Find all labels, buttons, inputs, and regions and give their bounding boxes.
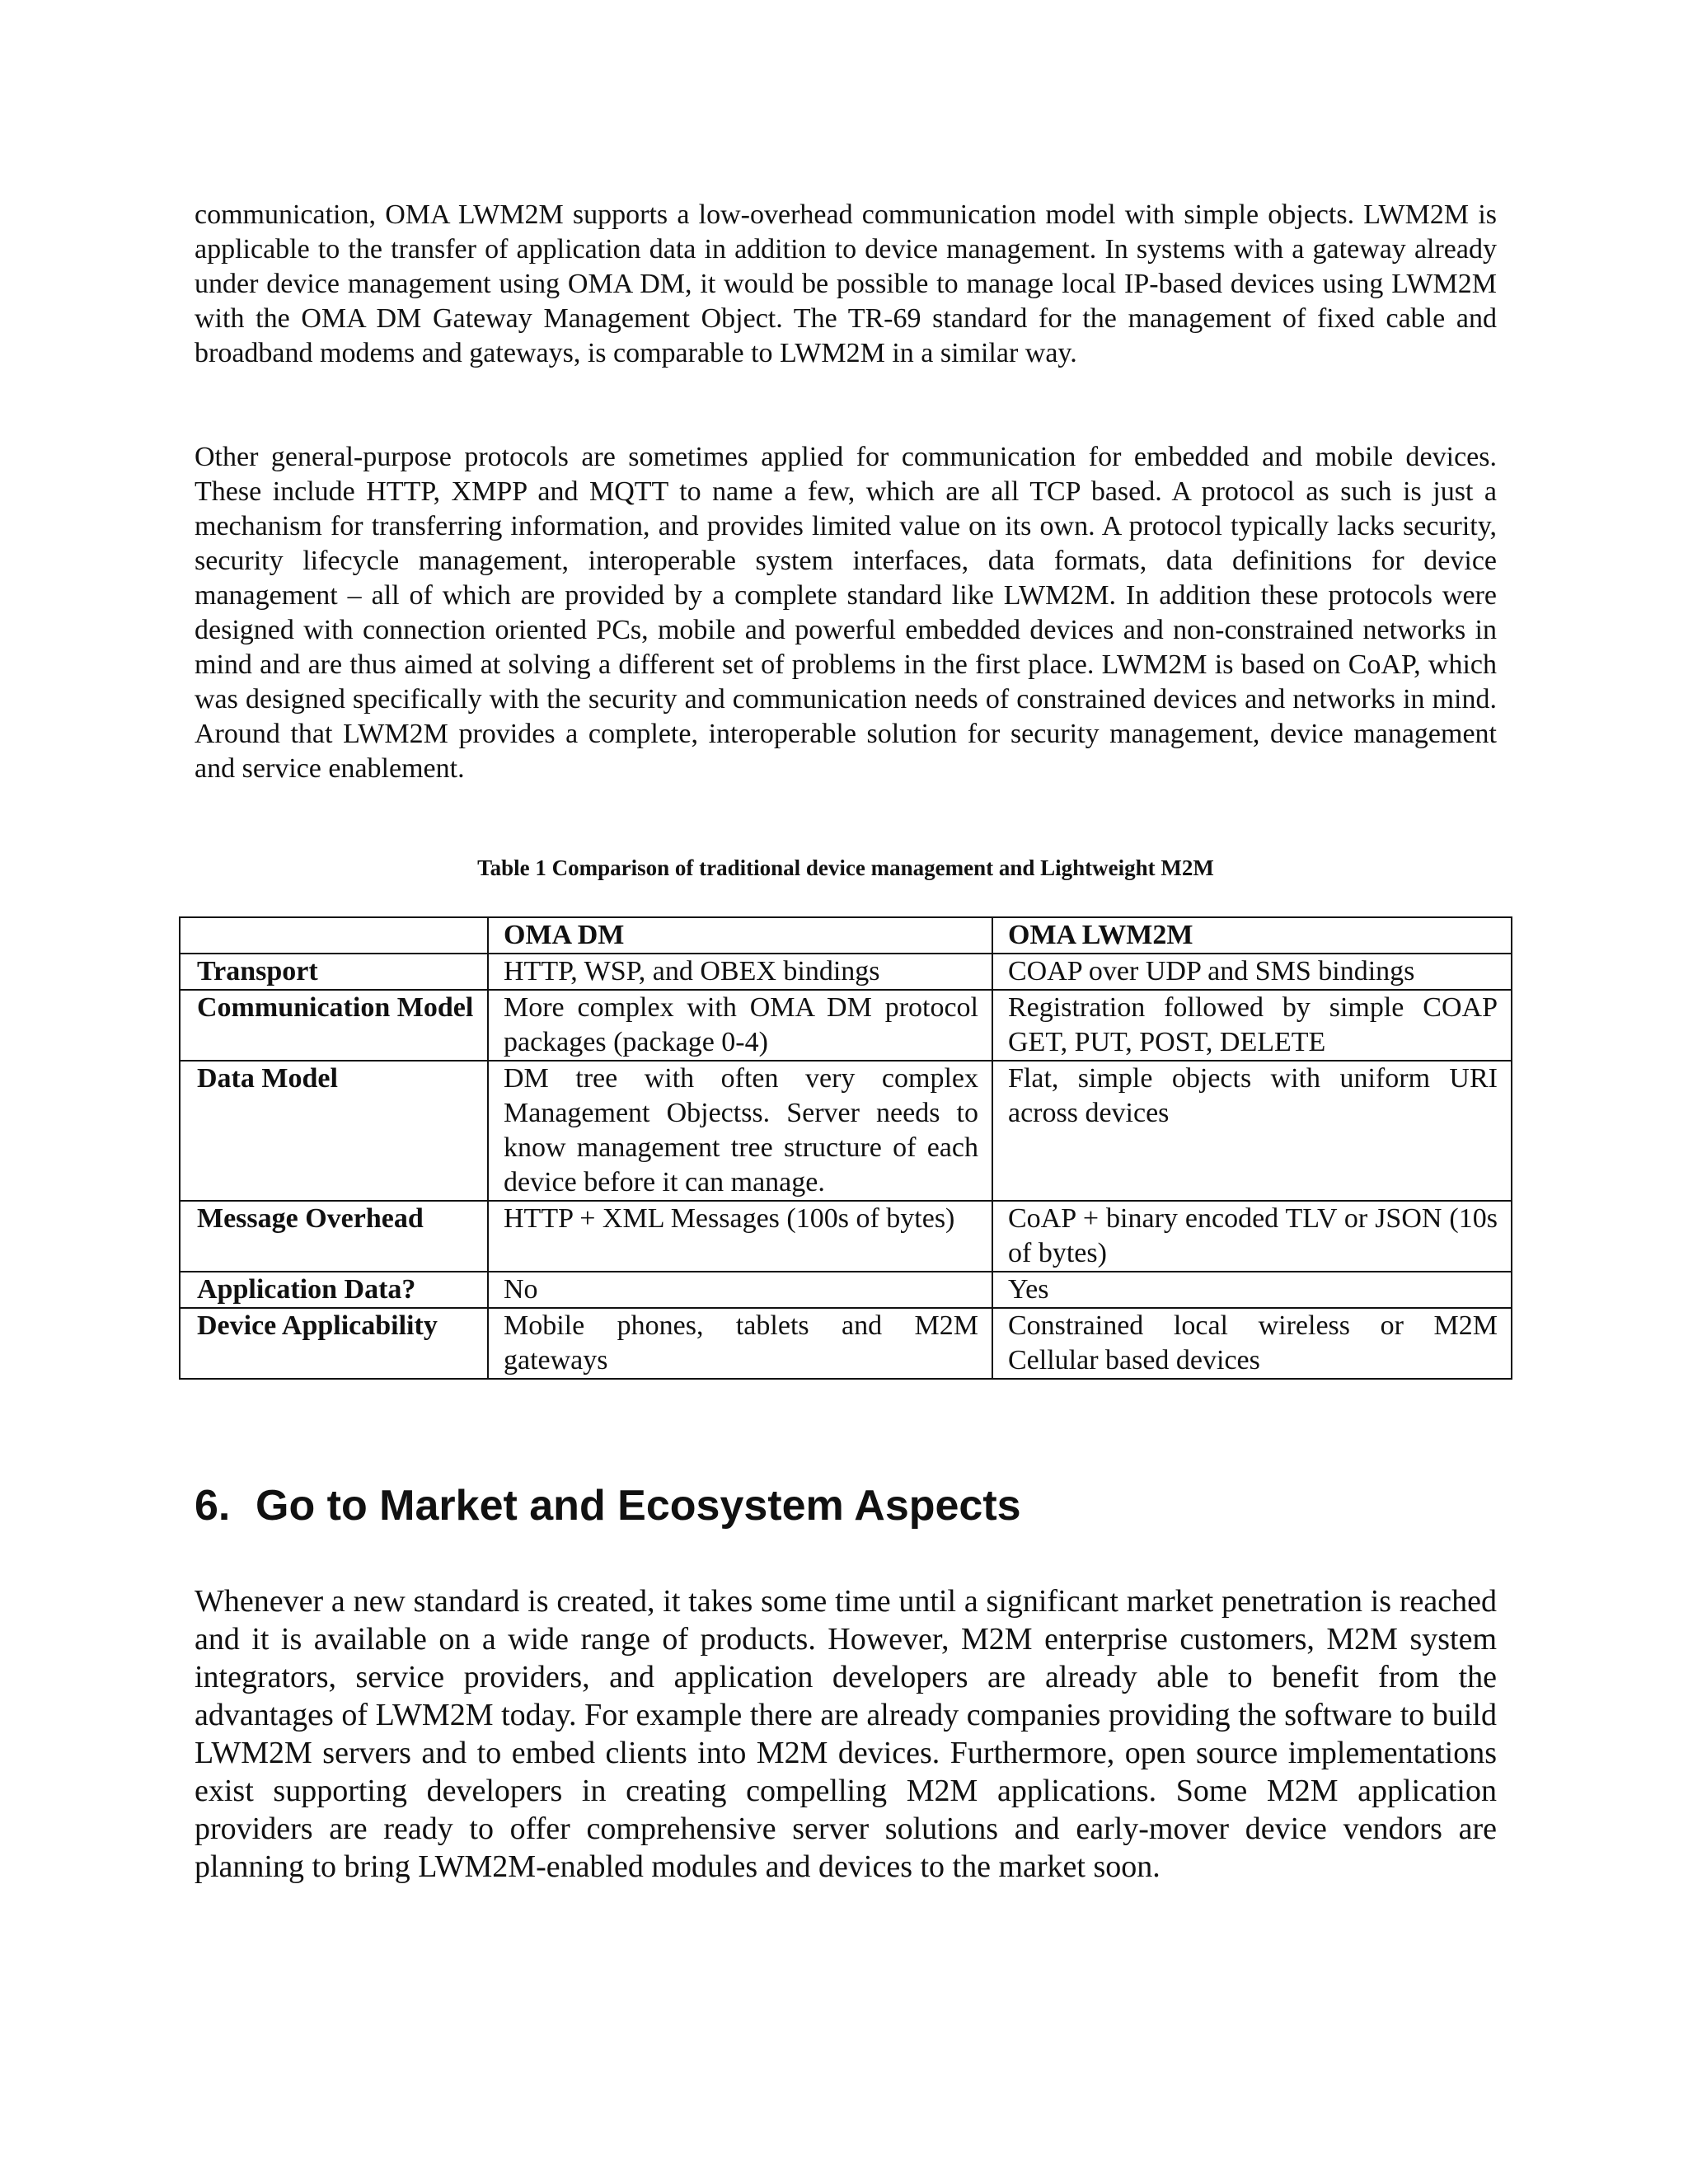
row-label: Communication Model (180, 990, 488, 1061)
table-row (180, 954, 1512, 990)
table-corner-cell (180, 917, 488, 954)
paragraph-market-ecosystem: Whenever a new standard is created, it takes some time until a significant market penetration is reached and it is available on a wide range of products. However, M2M enterprise customers, M2M system integrators, service providers, and application developers are already able to benefit from the advantages of LWM2M today. For example there are already companies providing the software to build LWM2M servers and to embed clients into M2M devices. Furthermore, open source implementations exist supporting developers in creating compelling M2M applications. Some M2M application providers are ready to offer comprehensive server solutions and early-mover device vendors are planning to bring LWM2M-enabled modules and devices to the market soon. (195, 1584, 1497, 1884)
table-row (180, 1272, 1512, 1308)
table-row (180, 1061, 1512, 1201)
section-title: Go to Market and Ecosystem Aspects (256, 1482, 1021, 1530)
cell-oma-lwm2m: COAP over UDP and SMS bindings (992, 954, 1512, 990)
cell-oma-dm: Mobile phones, tablets and M2M gateways (488, 1308, 992, 1379)
table-row (180, 1201, 1512, 1272)
cell-oma-lwm2m: Flat, simple objects with uniform URI across devices (992, 1061, 1512, 1201)
cell-oma-dm: No (488, 1272, 992, 1308)
table-row (180, 990, 1512, 1061)
table-header-row (180, 917, 1512, 954)
row-label: Data Model (180, 1061, 488, 1201)
paragraph-lwm2m-overview: communication, OMA LWM2M supports a low-overhead communication model with simple objects. LWM2M is applicable to the transfer of application data in addition to device management. In systems with a gateway already under device management using OMA DM, it would be possible to manage local IP-based devices using LWM2M with the OMA DM Gateway Management Object. The TR-69 standard for the management of fixed cable and broadband modems and gateways, is comparable to LWM2M in a similar way. (195, 199, 1497, 368)
section-heading (195, 1479, 1021, 1532)
row-label: Message Overhead (180, 1201, 488, 1272)
cell-oma-lwm2m: Registration followed by simple COAP GET, PUT, POST, DELETE (992, 990, 1512, 1061)
cell-oma-dm: More complex with OMA DM protocol packages (package 0-4) (488, 990, 992, 1061)
section-number: 6. (195, 1482, 231, 1530)
row-label: Transport (180, 954, 488, 990)
cell-oma-lwm2m: CoAP + binary encoded TLV or JSON (10s of bytes) (992, 1201, 1512, 1272)
cell-oma-lwm2m: Constrained local wireless or M2M Cellular based devices (992, 1308, 1512, 1379)
comparison-table (179, 916, 1512, 1380)
paragraph-general-purpose-protocols: Other general-purpose protocols are sometimes applied for communication for embedded and mobile devices. These include HTTP, XMPP and MQTT to name a few, which are all TCP based. A protocol as such is just a mechanism for transferring information, and provides limited value on its own. A protocol typically lacks security, security lifecycle management, interoperable system interfaces, data formats, data definitions for device management – all of which are provided by a complete standard like LWM2M. In addition these protocols were designed with connection oriented PCs, mobile and powerful embedded devices and non-constrained networks in mind and are thus aimed at solving a different set of problems in the first place. LWM2M is based on CoAP, which was designed specifically with the security and communication needs of constrained devices and networks in mind. Around that LWM2M provides a complete, interoperable solution for security management, device management and service enablement. (195, 442, 1497, 784)
cell-oma-dm: DM tree with often very complex Management Objectss. Server needs to know management tree structure of each device before it can manage. (488, 1061, 992, 1201)
row-label: Device Applicability (180, 1308, 488, 1379)
table-row (180, 1308, 1512, 1379)
cell-oma-lwm2m: Yes (992, 1272, 1512, 1308)
cell-oma-dm: HTTP + XML Messages (100s of bytes) (488, 1201, 992, 1272)
column-header-oma-lwm2m: OMA LWM2M (992, 917, 1512, 954)
table-caption: Table 1 Comparison of traditional device management and Lightweight M2M (477, 855, 1214, 880)
column-header-oma-dm: OMA DM (488, 917, 992, 954)
cell-oma-dm: HTTP, WSP, and OBEX bindings (488, 954, 992, 990)
row-label: Application Data? (180, 1272, 488, 1308)
